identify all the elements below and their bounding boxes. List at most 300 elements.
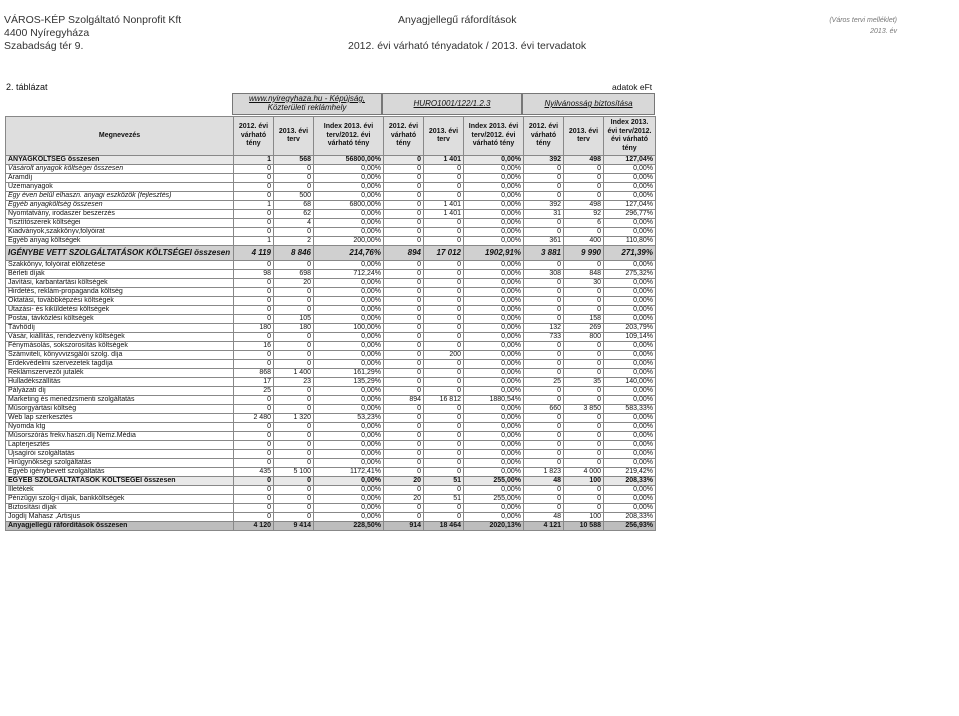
row-label: Nyomtatvány, irodaszer beszerzés <box>6 210 234 219</box>
table-cell: 0 <box>524 228 564 237</box>
table-row <box>6 288 656 297</box>
table-row <box>6 477 656 486</box>
right-year: 2013. év <box>870 28 897 35</box>
row-label: Illetékek <box>6 486 234 495</box>
table-cell: 0 <box>384 165 424 174</box>
table-cell: 127,04% <box>604 201 656 210</box>
table-cell: 8 846 <box>274 246 314 261</box>
table-cell: 800 <box>564 333 604 342</box>
table-cell: 51 <box>424 495 464 504</box>
table-cell: 4 121 <box>524 522 564 531</box>
table-cell: 110,80% <box>604 237 656 246</box>
table-cell: 0 <box>384 315 424 324</box>
table-cell: 1 401 <box>424 201 464 210</box>
table-cell: 0,00% <box>604 174 656 183</box>
table-cell: 0 <box>424 450 464 459</box>
table-cell: 0,00% <box>314 333 384 342</box>
table-cell: 100 <box>564 477 604 486</box>
table-cell: 0 <box>424 378 464 387</box>
column-header: 2012. évi várható tény <box>524 117 564 156</box>
table-cell: 0 <box>564 297 604 306</box>
table-cell: 203,79% <box>604 324 656 333</box>
table-cell: 0 <box>234 504 274 513</box>
column-header: Index 2013. évi terv/2012. évi várható tény <box>464 117 524 156</box>
row-label: Marketing és menedzsmenti szolgáltatás <box>6 396 234 405</box>
table-cell: 0 <box>384 486 424 495</box>
table-cell: 0 <box>274 495 314 504</box>
table-cell: 92 <box>564 210 604 219</box>
column-header: 2013. évi terv <box>424 117 464 156</box>
table-cell: 0 <box>424 369 464 378</box>
table-cell: 0 <box>424 315 464 324</box>
table-cell: 0 <box>234 279 274 288</box>
table-cell: 0 <box>234 165 274 174</box>
table-cell: 0,00% <box>314 495 384 504</box>
table-cell: 0,00% <box>314 306 384 315</box>
table-cell: 0 <box>564 342 604 351</box>
row-label: Érdekvédelmi szervezetek tagdíja <box>6 360 234 369</box>
table-cell: 0 <box>384 423 424 432</box>
table-cell: 0,00% <box>464 432 524 441</box>
table-cell: 0 <box>274 441 314 450</box>
table-cell: 2 480 <box>234 414 274 423</box>
table-cell: 0,00% <box>464 369 524 378</box>
table-row <box>6 369 656 378</box>
table-row <box>6 297 656 306</box>
table-cell: 1902,91% <box>464 246 524 261</box>
table-row <box>6 495 656 504</box>
table-cell: 275,32% <box>604 270 656 279</box>
table-cell: 0 <box>384 414 424 423</box>
table-cell: 1880,54% <box>464 396 524 405</box>
table-row <box>6 387 656 396</box>
table-row <box>6 432 656 441</box>
table-cell: 0 <box>424 459 464 468</box>
group-header-kepujsag <box>232 93 382 115</box>
table-cell: 568 <box>274 156 314 165</box>
table-cell: 0 <box>524 414 564 423</box>
row-label: Vásár, kiállítás, rendezvény költségek <box>6 333 234 342</box>
table-cell: 3 881 <box>524 246 564 261</box>
row-label: Oktatási, továbbképzési költségek <box>6 297 234 306</box>
column-header: 2012. évi várható tény <box>234 117 274 156</box>
table-cell: 0 <box>234 192 274 201</box>
table-row <box>6 396 656 405</box>
table-cell: 255,00% <box>464 477 524 486</box>
table-row <box>6 306 656 315</box>
row-label: Vásárolt anyagok költségei összesen <box>6 165 234 174</box>
column-header: Index 2013. évi terv/2012. évi várható tény <box>604 117 656 156</box>
table-cell: 0,00% <box>464 387 524 396</box>
table-cell: 0 <box>234 450 274 459</box>
table-cell: 0,00% <box>604 342 656 351</box>
table-cell: 0,00% <box>314 165 384 174</box>
table-cell: 56800,00% <box>314 156 384 165</box>
table-row <box>6 342 656 351</box>
table-cell: 3 850 <box>564 405 604 414</box>
row-label: Postai, távközlési költségek <box>6 315 234 324</box>
table-cell: 62 <box>274 210 314 219</box>
table-cell: 48 <box>524 477 564 486</box>
table-cell: 180 <box>234 324 274 333</box>
table-cell: 296,77% <box>604 210 656 219</box>
table-row <box>6 165 656 174</box>
table-cell: 0,00% <box>604 219 656 228</box>
table-cell: 0 <box>424 360 464 369</box>
table-cell: 0,00% <box>314 459 384 468</box>
table-cell: 0 <box>234 288 274 297</box>
table-cell: 0 <box>384 441 424 450</box>
table-row <box>6 315 656 324</box>
right-note: (Város tervi melléklet) <box>829 17 897 24</box>
units-note: adatok eFt <box>612 82 653 92</box>
table-cell: 0 <box>524 306 564 315</box>
table-cell: 16 <box>234 342 274 351</box>
table-cell: 9 990 <box>564 246 604 261</box>
table-cell: 0 <box>384 228 424 237</box>
table-cell: 6 <box>564 219 604 228</box>
table-cell: 17 012 <box>424 246 464 261</box>
table-cell: 35 <box>564 378 604 387</box>
table-cell: 208,33% <box>604 513 656 522</box>
table-cell: 0,00% <box>464 165 524 174</box>
table-cell: 0 <box>384 333 424 342</box>
table-row <box>6 270 656 279</box>
table-cell: 0,00% <box>464 423 524 432</box>
table-cell: 0 <box>384 288 424 297</box>
table-cell: 20 <box>384 477 424 486</box>
table-cell: 0,00% <box>464 333 524 342</box>
table-cell: 0,00% <box>604 486 656 495</box>
table-cell: 0,00% <box>464 315 524 324</box>
table-cell: 0,00% <box>464 201 524 210</box>
table-cell: 109,14% <box>604 333 656 342</box>
group-header-huro-label: HURO1001/122/1.2.3 <box>413 99 491 108</box>
table-cell: 0 <box>524 174 564 183</box>
table-cell: 0,00% <box>464 414 524 423</box>
table-cell: 0 <box>384 279 424 288</box>
table-cell: 0,00% <box>314 183 384 192</box>
table-cell: 0 <box>564 165 604 174</box>
table-cell: 20 <box>384 495 424 504</box>
table-cell: 0 <box>564 387 604 396</box>
column-header: 2013. évi terv <box>274 117 314 156</box>
table-cell: 0 <box>564 360 604 369</box>
table-cell: 0,00% <box>314 219 384 228</box>
table-cell: 0,00% <box>464 441 524 450</box>
table-cell: 0 <box>564 495 604 504</box>
table-row <box>6 513 656 522</box>
table-cell: 1 823 <box>524 468 564 477</box>
row-label: Újsagírói szolgáltatás <box>6 450 234 459</box>
table-cell: 0,00% <box>314 513 384 522</box>
table-cell: 0 <box>384 468 424 477</box>
table-cell: 0 <box>524 288 564 297</box>
table-cell: 0 <box>424 219 464 228</box>
table-row <box>6 360 656 369</box>
table-cell: 0 <box>384 306 424 315</box>
table-cell: 500 <box>274 192 314 201</box>
table-cell: 255,00% <box>464 495 524 504</box>
table-cell: 0,00% <box>604 315 656 324</box>
table-cell: 435 <box>234 468 274 477</box>
table-cell: 0 <box>424 270 464 279</box>
table-cell: 200,00% <box>314 237 384 246</box>
table-cell: 0 <box>424 192 464 201</box>
row-label: Biztosítási díjak <box>6 504 234 513</box>
table-cell: 4 <box>274 219 314 228</box>
table-cell: 100,00% <box>314 324 384 333</box>
table-cell: 0,00% <box>314 441 384 450</box>
table-cell: 0 <box>524 297 564 306</box>
table-cell: 0 <box>384 192 424 201</box>
table-row <box>6 468 656 477</box>
table-cell: 0 <box>524 459 564 468</box>
table-cell: 1 320 <box>274 414 314 423</box>
table-cell: 30 <box>564 279 604 288</box>
table-cell: 0 <box>274 396 314 405</box>
table-cell: 0 <box>274 228 314 237</box>
group-header-kepujsag-line1: www.nyiregyhaza.hu - Képújság, <box>248 94 366 103</box>
table-cell: 0,00% <box>314 477 384 486</box>
table-cell: 0 <box>274 165 314 174</box>
table-cell: 0 <box>424 414 464 423</box>
table-cell: 0 <box>384 261 424 270</box>
table-cell: 0 <box>524 360 564 369</box>
row-label: Üzemanyagok <box>6 183 234 192</box>
table-cell: 0 <box>524 369 564 378</box>
table-cell: 0 <box>524 351 564 360</box>
table-cell: 0,00% <box>604 432 656 441</box>
group-header-kepujsag-line2: Közterületi reklámhely <box>267 103 347 112</box>
table-cell: 0,00% <box>464 468 524 477</box>
table-cell: 0 <box>274 174 314 183</box>
org-name: VÁROS-KÉP Szolgáltató Nonprofit Kft <box>4 14 182 26</box>
table-cell: 0 <box>234 441 274 450</box>
table-cell: 0 <box>274 360 314 369</box>
table-caption: 2. táblázat <box>6 82 48 92</box>
table-cell: 0,00% <box>314 405 384 414</box>
table-cell: 0 <box>524 432 564 441</box>
table-cell: 0,00% <box>464 459 524 468</box>
table-cell: 0,00% <box>314 486 384 495</box>
table-cell: 0 <box>424 468 464 477</box>
table-cell: 1 401 <box>424 210 464 219</box>
table-cell: 5 100 <box>274 468 314 477</box>
table-cell: 0 <box>234 405 274 414</box>
table-row <box>6 450 656 459</box>
row-label: Pénzügyi szolg-i díjak, bankköltségek <box>6 495 234 504</box>
row-label: Tisztítószerek költségei <box>6 219 234 228</box>
row-label: Hirdetés, reklám-propaganda költség <box>6 288 234 297</box>
table-cell: 712,24% <box>314 270 384 279</box>
table-cell: 0 <box>234 360 274 369</box>
table-cell: 2020,13% <box>464 522 524 531</box>
table-cell: 0,00% <box>314 315 384 324</box>
table-cell: 0,00% <box>604 369 656 378</box>
table-cell: 214,76% <box>314 246 384 261</box>
table-cell: 0 <box>564 174 604 183</box>
table-cell: 0 <box>524 396 564 405</box>
table-cell: 16 812 <box>424 396 464 405</box>
row-label: Web lap szerkesztés <box>6 414 234 423</box>
table-cell: 51 <box>424 477 464 486</box>
table-cell: 0 <box>564 459 604 468</box>
table-cell: 0,00% <box>314 228 384 237</box>
table-cell: 0 <box>384 432 424 441</box>
table-row <box>6 183 656 192</box>
table-cell: 0,00% <box>464 504 524 513</box>
table-row <box>6 210 656 219</box>
data-table <box>5 116 656 531</box>
table-cell: 0,00% <box>604 396 656 405</box>
table-cell: 0 <box>384 210 424 219</box>
table-cell: 0,00% <box>464 237 524 246</box>
table-cell: 0,00% <box>314 351 384 360</box>
table-cell: 0,00% <box>464 405 524 414</box>
table-cell: 0,00% <box>314 210 384 219</box>
row-label: Anyagjellegű ráfordítások összesen <box>6 522 234 531</box>
table-cell: 0 <box>524 261 564 270</box>
table-cell: 0,00% <box>604 183 656 192</box>
table-cell: 0 <box>424 513 464 522</box>
table-cell: 0,00% <box>604 387 656 396</box>
table-cell: 0 <box>524 504 564 513</box>
table-cell: 0,00% <box>604 165 656 174</box>
table-cell: 0 <box>524 192 564 201</box>
table-cell: 0 <box>564 351 604 360</box>
table-cell: 0,00% <box>464 156 524 165</box>
table-cell: 4 000 <box>564 468 604 477</box>
table-cell: 0 <box>424 237 464 246</box>
row-label: Egyéb anyag költségek <box>6 237 234 246</box>
table-cell: 0,00% <box>314 297 384 306</box>
table-cell: 0,00% <box>604 459 656 468</box>
table-cell: 23 <box>274 378 314 387</box>
table-row <box>6 441 656 450</box>
table-cell: 0 <box>274 333 314 342</box>
table-row <box>6 201 656 210</box>
table-cell: 0,00% <box>604 306 656 315</box>
table-cell: 0,00% <box>314 288 384 297</box>
table-cell: 0,00% <box>464 279 524 288</box>
table-cell: 498 <box>564 156 604 165</box>
table-cell: 0,00% <box>314 279 384 288</box>
row-label: Hulladékszállítás <box>6 378 234 387</box>
table-cell: 0 <box>524 279 564 288</box>
table-cell: 0 <box>274 504 314 513</box>
group-header-huro <box>382 93 522 115</box>
table-cell: 0,00% <box>464 210 524 219</box>
table-cell: 0 <box>234 219 274 228</box>
table-cell: 0 <box>384 369 424 378</box>
table-cell: 0,00% <box>604 288 656 297</box>
table-cell: 0,00% <box>314 342 384 351</box>
table-cell: 0 <box>424 324 464 333</box>
table-cell: 0 <box>234 486 274 495</box>
table-cell: 0 <box>564 414 604 423</box>
row-label: Reklámszervezői jutalék <box>6 369 234 378</box>
row-label: Műsorszórás frekv.haszn.díj Nemz.Média <box>6 432 234 441</box>
table-cell: 0 <box>524 387 564 396</box>
document-subtitle: 2012. évi várható tényadatok / 2013. évi tervadatok <box>348 40 587 52</box>
table-cell: 0 <box>424 165 464 174</box>
table-cell: 9 414 <box>274 522 314 531</box>
table-cell: 0 <box>564 369 604 378</box>
table-row <box>6 237 656 246</box>
row-label: ANYAGKÖLTSÉG összesen <box>6 156 234 165</box>
table-cell: 0 <box>424 174 464 183</box>
table-cell: 105 <box>274 315 314 324</box>
table-cell: 0,00% <box>314 192 384 201</box>
table-cell: 269 <box>564 324 604 333</box>
table-cell: 400 <box>564 237 604 246</box>
table-cell: 140,00% <box>604 378 656 387</box>
row-label: EGYÉB SZOLGÁLTATÁSOK KÖLTSÉGEI összesen <box>6 477 234 486</box>
table-cell: 0 <box>274 486 314 495</box>
table-cell: 361 <box>524 237 564 246</box>
table-cell: 0,00% <box>604 297 656 306</box>
row-label: Jogdíj Mahasz ,Artisjus <box>6 513 234 522</box>
table-cell: 256,93% <box>604 522 656 531</box>
table-cell: 0,00% <box>464 219 524 228</box>
table-cell: 0,00% <box>314 174 384 183</box>
table-cell: 0 <box>234 333 274 342</box>
table-row <box>6 156 656 165</box>
table-cell: 1 401 <box>424 156 464 165</box>
table-cell: 0,00% <box>314 504 384 513</box>
table-cell: 0,00% <box>604 261 656 270</box>
column-header: Index 2013. évi terv/2012. évi várható tény <box>314 117 384 156</box>
table-cell: 0 <box>424 486 464 495</box>
table-cell: 660 <box>524 405 564 414</box>
table-cell: 0 <box>274 513 314 522</box>
column-header: Megnevezés <box>6 117 234 156</box>
table-cell: 0 <box>234 477 274 486</box>
table-cell: 0 <box>564 486 604 495</box>
table-cell: 0,00% <box>604 414 656 423</box>
table-cell: 1172,41% <box>314 468 384 477</box>
table-cell: 0,00% <box>464 513 524 522</box>
table-cell: 25 <box>234 387 274 396</box>
row-label: IGÉNYBE VETT SZOLGÁLTATÁSOK KÖLTSÉGEI összesen <box>6 246 234 261</box>
table-cell: 0 <box>234 396 274 405</box>
table-cell: 0 <box>274 387 314 396</box>
table-cell: 0 <box>234 261 274 270</box>
table-cell: 135,29% <box>314 378 384 387</box>
table-cell: 0,00% <box>464 183 524 192</box>
table-cell: 2 <box>274 237 314 246</box>
table-cell: 0 <box>274 450 314 459</box>
row-label: Kiadványok,szakkönyv,folyóirat <box>6 228 234 237</box>
table-cell: 0 <box>384 324 424 333</box>
row-label: Számviteli, könyvvizsgálói szolg. díja <box>6 351 234 360</box>
row-label: Áramdíj <box>6 174 234 183</box>
table-cell: 0 <box>384 360 424 369</box>
table-cell: 0 <box>424 228 464 237</box>
table-cell: 0 <box>384 405 424 414</box>
table-cell: 698 <box>274 270 314 279</box>
table-cell: 0,00% <box>464 378 524 387</box>
table-cell: 1 <box>234 237 274 246</box>
table-cell: 0,00% <box>604 351 656 360</box>
table-row <box>6 378 656 387</box>
table-header-row <box>6 117 656 156</box>
table-cell: 0 <box>274 423 314 432</box>
table-cell: 0,00% <box>464 486 524 495</box>
table-cell: 0 <box>274 432 314 441</box>
table-cell: 53,23% <box>314 414 384 423</box>
